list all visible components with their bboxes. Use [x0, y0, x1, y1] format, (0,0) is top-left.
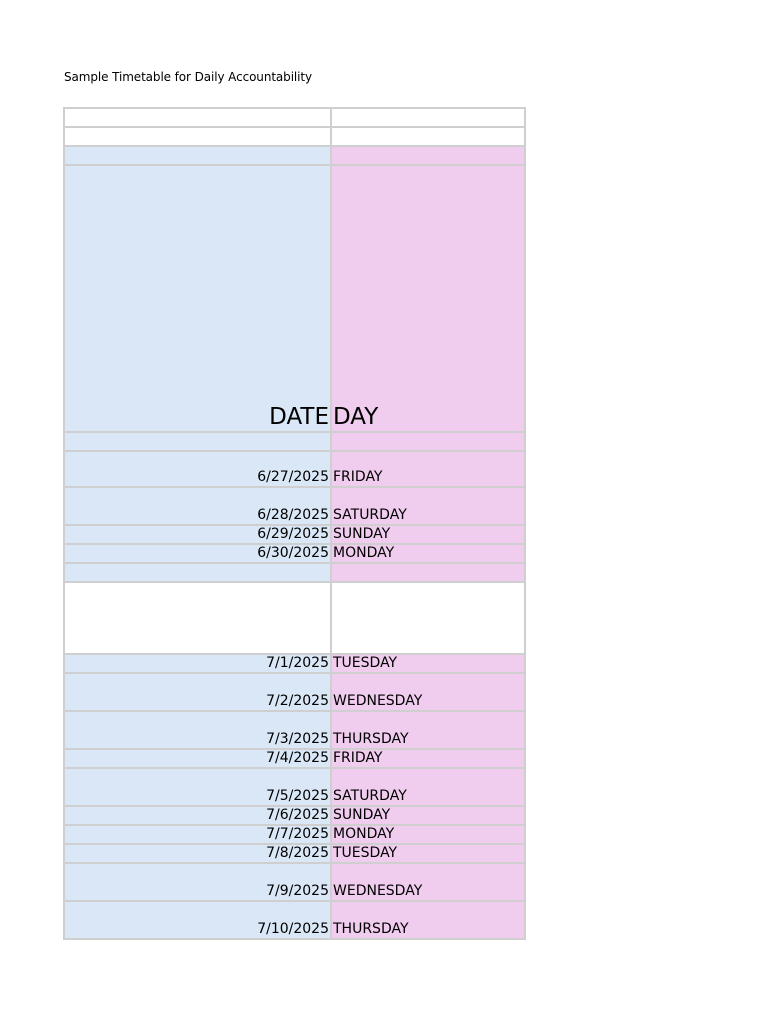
day-cell [331, 582, 525, 654]
date-cell: 6/29/2025 [64, 525, 331, 544]
date-cell: 7/3/2025 [64, 711, 331, 749]
table-row [64, 863, 525, 901]
day-cell [331, 108, 525, 127]
day-cell: FRIDAY [331, 749, 525, 768]
date-cell: 7/2/2025 [64, 673, 331, 711]
timetable [63, 107, 526, 940]
table-row [64, 749, 525, 768]
date-cell: 7/9/2025 [64, 863, 331, 901]
date-cell: 6/27/2025 [64, 451, 331, 487]
day-cell [331, 127, 525, 146]
table-row [64, 844, 525, 863]
day-cell [331, 146, 525, 165]
date-cell: 6/28/2025 [64, 487, 331, 525]
table-row [64, 825, 525, 844]
date-column-header: DATE [64, 165, 331, 432]
day-cell: TUESDAY [331, 654, 525, 673]
table-row [64, 673, 525, 711]
date-cell [64, 108, 331, 127]
date-cell: 7/7/2025 [64, 825, 331, 844]
table-row [64, 711, 525, 749]
table-row [64, 654, 525, 673]
day-cell: WEDNESDAY [331, 673, 525, 711]
spacer-row [64, 563, 525, 582]
day-cell: MONDAY [331, 825, 525, 844]
day-cell: THURSDAY [331, 901, 525, 939]
date-cell: 6/30/2025 [64, 544, 331, 563]
day-cell: FRIDAY [331, 451, 525, 487]
spacer-row [64, 108, 525, 127]
spacer-row [64, 127, 525, 146]
day-cell: TUESDAY [331, 844, 525, 863]
table-row [64, 487, 525, 525]
day-cell [331, 563, 525, 582]
day-cell: MONDAY [331, 544, 525, 563]
date-cell: 7/10/2025 [64, 901, 331, 939]
date-cell [64, 146, 331, 165]
date-cell: 7/5/2025 [64, 768, 331, 806]
table-row [64, 525, 525, 544]
table-row [64, 544, 525, 563]
date-cell [64, 582, 331, 654]
table-row [64, 901, 525, 939]
date-cell: 7/8/2025 [64, 844, 331, 863]
spacer-row [64, 582, 525, 654]
day-cell: SUNDAY [331, 525, 525, 544]
timetable-body [64, 108, 525, 939]
page-title: Sample Timetable for Daily Accountability [64, 70, 313, 84]
date-cell [64, 127, 331, 146]
day-column-header: DAY [331, 165, 525, 432]
day-cell: SATURDAY [331, 768, 525, 806]
date-cell: 7/4/2025 [64, 749, 331, 768]
date-cell: 7/6/2025 [64, 806, 331, 825]
table-row [64, 768, 525, 806]
day-cell: WEDNESDAY [331, 863, 525, 901]
header-row [64, 165, 525, 432]
day-cell: SATURDAY [331, 487, 525, 525]
spacer-row [64, 146, 525, 165]
table-row [64, 451, 525, 487]
date-cell [64, 563, 331, 582]
date-cell: 7/1/2025 [64, 654, 331, 673]
spacer-row [64, 432, 525, 451]
date-cell [64, 432, 331, 451]
day-cell: THURSDAY [331, 711, 525, 749]
day-cell [331, 432, 525, 451]
table-row [64, 806, 525, 825]
day-cell: SUNDAY [331, 806, 525, 825]
